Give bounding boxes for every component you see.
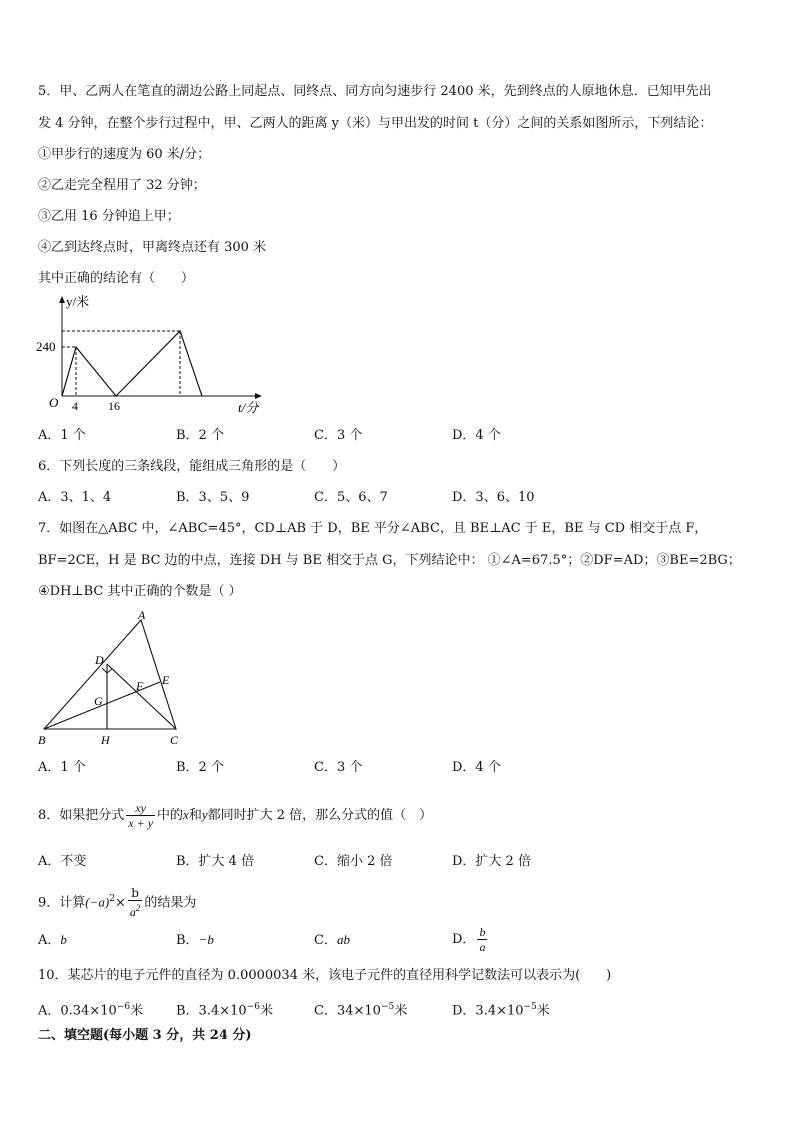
q5-text-line2: 发 4 分钟，在整个步行过程中，甲、乙两人的距离 y（米）与甲出发的时间 t（分）之间的关系如图所示，下列结论： (38, 116, 713, 131)
section-2-title: 二、填空题(每小题 3 分，共 24 分) (38, 1028, 252, 1043)
q5-option-a[interactable]: A．1 个 (38, 428, 86, 443)
q5-conclusion-4: ④乙到达终点时，甲离终点还有 300 米 (38, 240, 267, 255)
q9-fraction-num: b (128, 886, 143, 901)
q5-option-c[interactable]: C．3 个 (314, 428, 363, 443)
q8-option-b[interactable]: B．扩大 4 倍 (176, 854, 255, 869)
point-g-label: G (94, 694, 103, 708)
q7-option-d[interactable]: D．4 个 (452, 760, 501, 775)
q10-stem: 10．某芯片的电子元件的直径为 0.0000034 米，该电子元件的直径用科学记数法可以表示为( ) (38, 968, 612, 983)
point-b-label: B (38, 733, 46, 747)
q8-mid1: 中的 (157, 808, 184, 823)
q8-option-d[interactable]: D．扩大 2 倍 (452, 854, 531, 869)
q6-option-a[interactable]: A．3、1、4 (38, 490, 112, 505)
graph-y240-label: 240 (36, 339, 56, 354)
q9-prefix: 9．计算 (38, 895, 86, 911)
q5-option-d[interactable]: D．4 个 (452, 428, 501, 443)
q9-option-a[interactable]: A．b (38, 932, 67, 948)
point-d-label: D (95, 653, 104, 667)
q8-suffix: 都同时扩大 2 倍，那么分式的值（ ） (207, 808, 433, 823)
q8-fraction-num: xy (126, 801, 155, 816)
q9-suffix: 的结果为 (144, 895, 197, 911)
q6-option-d[interactable]: D．3、6、10 (452, 490, 535, 505)
q7-option-b[interactable]: B．2 个 (176, 760, 224, 775)
q8-prefix: 8．如果把分式 (38, 808, 125, 823)
q9-fraction-den: $a^2$ (129, 903, 141, 920)
q8-fraction-den: x + y (128, 816, 154, 830)
q10-option-d[interactable]: D．$3.4\times 10^{-5}$米 (452, 1002, 550, 1019)
q8-var-y: y (201, 807, 208, 822)
q9-times: × (114, 895, 126, 911)
q7-text-line1: 7．如图在△ABC 中，∠ABC=45°，CD⊥AB 于 D，BE 平分∠ABC，且 BE⊥AC 于 E，BE 与 CD 相交于点 F， (38, 521, 708, 536)
q5-distance-time-graph (30, 290, 270, 420)
q5-conclusion-1: ①甲步行的速度为 60 米/分； (38, 147, 211, 162)
graph-xlabel: t/分 (238, 400, 259, 415)
point-f-label: F (136, 679, 144, 693)
q8-mid2: 和 (188, 808, 202, 823)
q9-option-b[interactable]: B．−b (176, 932, 214, 948)
q9-option-c[interactable]: C．ab (314, 932, 350, 948)
q10-option-a[interactable]: A．$0.34\times 10^{-6}$米 (38, 1002, 144, 1019)
point-c-label: C (170, 733, 179, 747)
q6-option-c[interactable]: C．5、6、7 (314, 490, 388, 505)
q9-base: (−a) (85, 894, 110, 910)
q6-option-b[interactable]: B．3、5、9 (176, 490, 250, 505)
q9-fraction (128, 886, 143, 919)
q10-option-b[interactable]: B．$3.4\times 10^{-6}$米 (176, 1002, 273, 1019)
graph-x16-label: 16 (108, 399, 120, 413)
q7-option-a[interactable]: A．1 个 (38, 760, 86, 775)
q5-conclusion-2: ②乙走完全程用了 32 分钟； (38, 178, 206, 193)
q5-option-b[interactable]: B．2 个 (176, 428, 224, 443)
q8-stem (38, 798, 432, 833)
q8-var-x: x (183, 807, 189, 822)
point-a-label: A (138, 608, 146, 622)
q8-option-c[interactable]: C．缩小 2 倍 (314, 854, 393, 869)
q5-stem: 其中正确的结论有（ ） (38, 271, 195, 286)
point-e-label: E (162, 673, 170, 687)
graph-ylabel: y/米 (66, 294, 90, 309)
graph-origin: O (49, 395, 59, 410)
q9-exp: 2 (109, 894, 115, 904)
q7-option-c[interactable]: C．3 个 (314, 760, 363, 775)
q6-stem: 6．下列长度的三条线段，能组成三角形的是（ ） (38, 459, 346, 474)
q5-text-line1: 5．甲、乙两人在笔直的湖边公路上同起点、同终点、同方向匀速步行 2400 米，先到终点的人原地休息．已知甲先出 (38, 84, 712, 99)
q9-stem (38, 882, 196, 920)
graph-x4-label: 4 (72, 399, 78, 413)
q7-triangle-figure (30, 608, 200, 750)
q10-option-c[interactable]: C．$34\times 10^{-5}$米 (314, 1002, 408, 1019)
q9-option-d[interactable]: D． $\frac{b}{a}$ (452, 925, 486, 954)
q7-text-line3: ④DH⊥BC 其中正确的个数是（ ） (38, 584, 242, 599)
q8-option-a[interactable]: A．不变 (38, 854, 87, 869)
q5-conclusion-3: ③乙用 16 分钟追上甲； (38, 209, 180, 224)
q7-text-line2: BF=2CE，H 是 BC 边的中点，连接 DH 与 BE 相交于点 G，下列结论中： ①∠A=67.5°；②DF=AD；③BE=2BG； (38, 553, 741, 568)
q8-fraction (126, 801, 155, 830)
point-h-label: H (101, 733, 110, 747)
